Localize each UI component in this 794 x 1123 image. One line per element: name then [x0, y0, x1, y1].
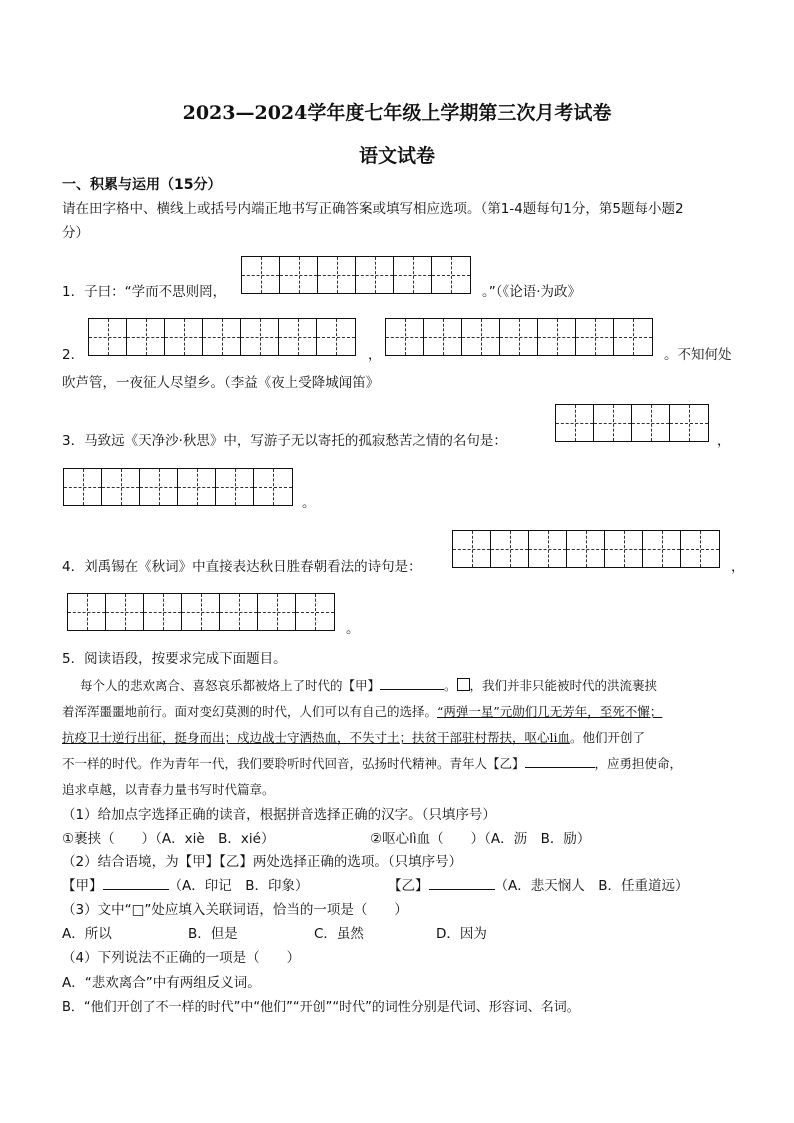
q2-answer-grid-1[interactable]	[88, 318, 356, 356]
q2-line2: 吹芦管，一夜征人尽望乡。（李益《夜上受降城闻笛》	[62, 375, 380, 391]
q4-end: 。	[346, 621, 360, 637]
q4-text: 4．刘禹锡在《秋词》中直接表达秋日胜春朝看法的诗句是：	[62, 559, 422, 575]
q3-answer-grid-2[interactable]	[63, 468, 293, 506]
q2-number: 2．	[62, 347, 85, 363]
connector-box	[457, 678, 470, 691]
passage-line5: 追求卓越，以青春力量书写时代篇章。	[62, 782, 275, 797]
passage-line3: 抗疫卫士逆行出征，挺身而出；戍边战士守洒热血，不失寸土；扶贫干部驻村帮扶，呕心li血。他们开创了	[62, 730, 646, 745]
q1-answer-grid[interactable]	[241, 256, 471, 294]
q2-comma: ，	[368, 347, 382, 363]
instructions-line2: 分）	[62, 225, 89, 241]
sub4-text: （4）下列说法不正确的一项是（ ）	[62, 950, 301, 966]
sub3-option-a: A．所以	[62, 926, 112, 942]
q1-prefix: 1．子曰：“学而不思则罔，	[62, 284, 227, 300]
sub1-option-b: ②呕心lì血（ ）（A．沥 B．励）	[370, 831, 591, 847]
q3-text: 3．马致远《天净沙·秋思》中，写游子无以寄托的孤寂愁苦之情的名句是：	[62, 433, 507, 449]
sub2-yi-blank[interactable]	[429, 889, 495, 890]
q3-answer-grid-1[interactable]	[555, 404, 709, 442]
passage-line2: 着浑浑噩噩地前行。面对变幻莫测的时代，人们可以有自己的选择。“两弹一星”元勋们几无芳年，至死不懈；	[62, 704, 663, 719]
q1-suffix: 。”（《论语·为政》	[482, 284, 582, 300]
sub4-option-b: B．“他们开创了不一样的时代”中“他们”“开创”“时代”的词性分别是代词、形容词、名词。	[62, 1000, 580, 1015]
blank-yi[interactable]	[525, 767, 595, 768]
instructions-line1: 请在田字格中、横线上或括号内端正地书写正确答案或填写相应选项。（第1-4题每句1分，第5题每小题2	[62, 201, 684, 217]
section-title: 一、积累与运用（15分）	[62, 177, 222, 193]
q4-answer-grid-2[interactable]	[67, 593, 335, 631]
q3-comma: ，	[717, 433, 731, 449]
blank-jia[interactable]	[380, 689, 444, 690]
exam-title: 2023—2024学年度七年级上学期第三次月考试卷	[182, 102, 612, 124]
sub1-text: （1）给加点字选择正确的读音，根据拼音选择正确的汉字。（只填序号）	[62, 807, 496, 823]
sub2-jia-blank[interactable]	[103, 889, 169, 890]
exam-subtitle: 语文试卷	[358, 145, 435, 167]
sub2-text: （2）结合语境，为【甲】【乙】两处选择正确的选项。（只填序号）	[62, 854, 463, 870]
sub3-option-c: C．虽然	[314, 926, 364, 942]
sub3-option-b: B．但是	[188, 926, 238, 942]
sub1-option-a: ①裹挟（ ）（A．xiè B．xié）	[62, 831, 275, 847]
q4-answer-grid-1[interactable]	[452, 530, 720, 568]
q5-text: 5．阅读语段，按要求完成下面题目。	[62, 651, 287, 667]
q4-comma: ，	[731, 559, 745, 575]
sub4-option-a: A．“悲欢离合”中有两组反义词。	[62, 975, 261, 991]
sub2-yi: 【乙】 （A．悲天悯人 B．任重道远）	[388, 878, 689, 894]
sub2-jia: 【甲】 （A．印记 B．印象）	[62, 878, 309, 894]
passage-line1: 每个人的悲欢离合、喜怒哀乐都被烙上了时代的【甲】 。 ，我们并非只能被时代的洪流裹挟	[80, 678, 658, 693]
q2-suffix: 。不知何处	[664, 347, 732, 363]
sub3-option-d: D．因为	[436, 926, 487, 942]
passage-line4: 不一样的时代。作为青年一代，我们要聆听时代回音，弘扬时代精神。青年人【乙】 ，应勇担使命，	[62, 756, 683, 771]
q3-end: 。	[302, 495, 316, 511]
q2-answer-grid-2[interactable]	[385, 318, 653, 356]
sub3-text: （3）文中“□”处应填入关联词语，恰当的一项是（ ）	[62, 902, 408, 918]
